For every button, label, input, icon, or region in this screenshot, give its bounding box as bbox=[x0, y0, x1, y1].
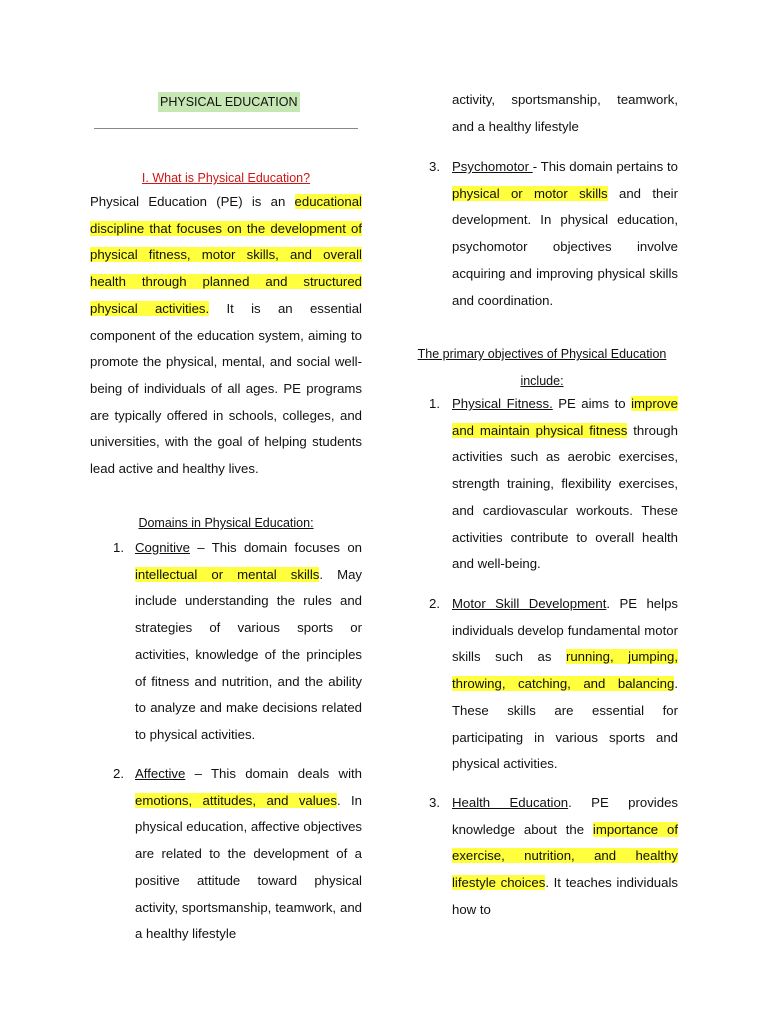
list-item-highlight: emotions, attitudes, and values bbox=[135, 792, 337, 808]
list-item-highlight: intellectual or mental skills bbox=[135, 566, 320, 582]
list-item-text bbox=[452, 154, 678, 314]
list-item-highlight: physical or motor skills bbox=[452, 185, 608, 201]
intro-paragraph bbox=[90, 189, 362, 483]
list-item-highlight: improve and maintain physical fitness bbox=[452, 396, 678, 438]
list-item-term: Psychomotor bbox=[452, 159, 533, 174]
objectives-heading-line1: The primary objectives of Physical Education bbox=[417, 347, 667, 361]
list-item-term: Physical Fitness. bbox=[452, 396, 553, 411]
list-item-highlight: importance of exercise, nutrition, and healthy lifestyle choices bbox=[452, 821, 678, 891]
list-item-number: 1. bbox=[429, 396, 440, 411]
intro-highlight: educational discipline that focuses on the development of physical fitness, motor skills, and overall health through planned and structured physical activities. bbox=[90, 194, 362, 316]
list-item-term: Cognitive bbox=[135, 540, 190, 555]
list-item-pre: – This domain focuses on bbox=[189, 540, 362, 555]
list-item-highlight: running, jumping, throwing, catching, and balancing bbox=[452, 649, 678, 692]
list-item-post: . These skills are essential for participating in various sports and physical activities. bbox=[452, 676, 678, 772]
title-divider bbox=[94, 128, 358, 129]
list-item-continuation bbox=[452, 87, 678, 140]
list-item-number: 2. bbox=[429, 596, 440, 611]
list-item-term: Health Education bbox=[452, 795, 569, 810]
list-item-pre: . PE helps individuals develop fundamental motor skills such as bbox=[452, 596, 678, 665]
continuation-text: activity, sportsmanship, teamwork, and a healthy lifestyle bbox=[452, 92, 678, 134]
list-item-post: through activities such as aerobic exercises, strength training, flexibility exercises, and cardiovascular workouts. These activities contribute to overall health and well-being. bbox=[452, 422, 678, 572]
list-item-term: Motor Skill Development bbox=[452, 596, 607, 611]
list-item-number: 2. bbox=[113, 766, 124, 781]
list-item-term: Affective bbox=[135, 766, 186, 781]
list-item-text bbox=[135, 761, 363, 942]
list-item-post: . In physical education, affective objectives are related to the development of a positive attitude toward physical activity, sportsmanship, teamwork, and a healthy lifestyle bbox=[135, 792, 363, 942]
objectives-heading-line2: include: bbox=[520, 373, 564, 388]
list-item-pre: – This domain deals with bbox=[185, 766, 362, 781]
list-item-text bbox=[452, 391, 678, 578]
objectives-heading bbox=[400, 341, 684, 394]
intro-text-end: It is an essential component of the education system, aiming to promote the physical, mental, and social well-being of individuals of all ages. PE programs are typically offered in schools, colleges, and universities, with the goal of helping students lead active and healthy lives. bbox=[90, 300, 362, 477]
section-heading-what-is-pe: I. What is Physical Education? bbox=[141, 171, 311, 185]
list-item-pre: . PE provides knowledge about the bbox=[452, 795, 678, 837]
list-item-number: 1. bbox=[113, 540, 124, 555]
list-item-post: . It teaches individuals how to bbox=[452, 875, 678, 917]
list-item-number: 3. bbox=[429, 795, 440, 810]
domains-heading: Domains in Physical Education: bbox=[138, 516, 314, 530]
intro-text-start: Physical Education (PE) is an bbox=[90, 194, 295, 209]
list-item-pre: - This domain pertains to bbox=[532, 159, 678, 174]
list-item-pre: PE aims to bbox=[552, 396, 632, 411]
page-title: PHYSICAL EDUCATION bbox=[158, 92, 300, 112]
list-item-post: and their development. In physical education, psychomotor objectives involve acquiring and improving physical skills and coordination. bbox=[452, 185, 678, 308]
list-item-text bbox=[452, 790, 678, 924]
list-item-post: . May include understanding the rules and strategies of various sports or activities, knowledge of the principles of fitness and nutrition, and the ability to analyze and make decisions related to physical activities. bbox=[135, 566, 362, 742]
list-item-text bbox=[135, 535, 362, 749]
list-item-text bbox=[452, 591, 678, 778]
list-item-number: 3. bbox=[429, 159, 440, 174]
